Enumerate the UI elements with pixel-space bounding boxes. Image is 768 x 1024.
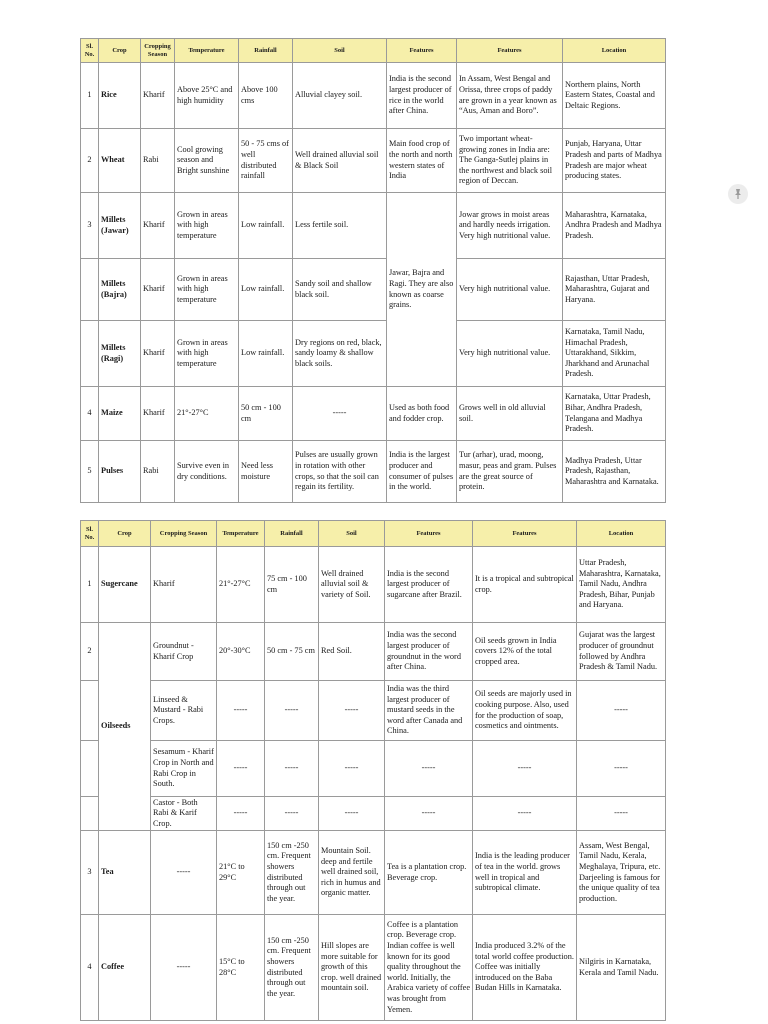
season-cell: Kharif: [141, 321, 175, 387]
crop-table-1: [80, 38, 665, 503]
features-cell: Jowar grows in moist areas and hardly needs irrigation. Very high nutritional value.: [457, 193, 563, 259]
season-cell: Linseed & Mustard - Rabi Crops.: [151, 681, 217, 741]
features-cell: India is the second largest producer of rice in the world after China.: [387, 63, 457, 129]
location-cell: Karnataka, Uttar Pradesh, Bihar, Andhra Pradesh, Telangana and Madhya Pradesh.: [563, 387, 666, 441]
features-cell: India produced 3.2% of the total world coffee production. Coffee was initially introduced on the Baba Budan Hills in Karnataka.: [473, 915, 577, 1021]
features-cell: Jawar, Bajra and Ragi. They are also known as coarse grains.: [387, 193, 457, 387]
soil-cell: -----: [319, 797, 385, 831]
features-cell: In Assam, West Bengal and Orissa, three crops of paddy are grown in a year known as “Aus, Aman and Boro”.: [457, 63, 563, 129]
season-cell: Castor - Both Rabi & Karif Crop.: [151, 797, 217, 831]
table-row: [81, 321, 666, 387]
table-row: [81, 915, 666, 1021]
season-cell: Rabi: [141, 129, 175, 193]
header-cell: Rainfall: [239, 39, 293, 63]
temperature-cell: Grown in areas with high temperature: [175, 259, 239, 321]
season-cell: Kharif: [141, 387, 175, 441]
header-cell: Crop: [99, 39, 141, 63]
temperature-cell: 20°-30°C: [217, 623, 265, 681]
crop-cell: Coffee: [99, 915, 151, 1021]
header-cell: Sl. No.: [81, 39, 99, 63]
location-cell: Uttar Pradesh, Maharashtra, Karnataka, Tamil Nadu, Andhra Pradesh, Bihar, Punjab and Haryana.: [577, 547, 666, 623]
temperature-cell: Survive even in dry conditions.: [175, 441, 239, 503]
soil-cell: Dry regions on red, black, sandy loamy & shallow black soils.: [293, 321, 387, 387]
table-row: [81, 63, 666, 129]
header-cell: Temperature: [175, 39, 239, 63]
rainfall-cell: Low rainfall.: [239, 259, 293, 321]
features-cell: Very high nutritional value.: [457, 321, 563, 387]
location-cell: -----: [577, 681, 666, 741]
rainfall-cell: Low rainfall.: [239, 321, 293, 387]
header-cell: Features: [473, 521, 577, 547]
features-cell: Tur (arhar), urad, moong, masur, peas and gram. Pulses are the great source of protein.: [457, 441, 563, 503]
rainfall-cell: -----: [265, 681, 319, 741]
location-cell: -----: [577, 797, 666, 831]
soil-cell: -----: [319, 681, 385, 741]
season-cell: Kharif: [141, 63, 175, 129]
table-row: [81, 797, 666, 831]
soil-cell: Mountain Soil. deep and fertile well drained soil, rich in humus and organic matter.: [319, 831, 385, 915]
temperature-cell: -----: [217, 681, 265, 741]
location-cell: Madhya Pradesh, Uttar Pradesh, Rajasthan, Maharashtra and Karnataka.: [563, 441, 666, 503]
features-cell: Grows well in old alluvial soil.: [457, 387, 563, 441]
season-cell: Rabi: [141, 441, 175, 503]
soil-cell: -----: [293, 387, 387, 441]
sl-cell: [81, 321, 99, 387]
features-cell: -----: [473, 741, 577, 797]
rainfall-cell: -----: [265, 741, 319, 797]
temperature-cell: Above 25°C and high humidity: [175, 63, 239, 129]
crop-cell: Rice: [99, 63, 141, 129]
table-row: [81, 193, 666, 259]
features-cell: -----: [473, 797, 577, 831]
rainfall-cell: Low rainfall.: [239, 193, 293, 259]
sl-cell: 1: [81, 547, 99, 623]
location-cell: -----: [577, 741, 666, 797]
header-cell: Crop: [99, 521, 151, 547]
crop-cell: Oilseeds: [99, 623, 151, 831]
pin-icon: [732, 188, 744, 200]
soil-cell: Alluvial clayey soil.: [293, 63, 387, 129]
features-cell: Two important wheat-growing zones in India are: The Ganga-Sutlej plains in the northwest and black soil region of Deccan.: [457, 129, 563, 193]
header-cell: Location: [577, 521, 666, 547]
features-cell: India is the leading producer of tea in the world. grows well in tropical and subtropical climate.: [473, 831, 577, 915]
season-cell: Kharif: [141, 193, 175, 259]
sl-cell: 5: [81, 441, 99, 503]
crop-cell: Maize: [99, 387, 141, 441]
rainfall-cell: 75 cm - 100 cm: [265, 547, 319, 623]
sl-cell: 3: [81, 193, 99, 259]
sl-cell: 3: [81, 831, 99, 915]
features-cell: Main food crop of the north and north western states of India: [387, 129, 457, 193]
crop-cell: Wheat: [99, 129, 141, 193]
temperature-cell: 21°-27°C: [217, 547, 265, 623]
table-row: [81, 387, 666, 441]
rainfall-cell: Need less moisture: [239, 441, 293, 503]
sl-cell: [81, 681, 99, 741]
crop-cell: Millets (Ragi): [99, 321, 141, 387]
season-cell: Kharif: [151, 547, 217, 623]
table-row: [81, 129, 666, 193]
season-cell: Sesamum - Kharif Crop in North and Rabi Crop in South.: [151, 741, 217, 797]
location-cell: Nilgiris in Karnataka, Kerala and Tamil Nadu.: [577, 915, 666, 1021]
crop-cell: Sugercane: [99, 547, 151, 623]
location-cell: Assam, West Bengal, Tamil Nadu, Kerala, Meghalaya, Tripura, etc. Darjeeling is famous for the unique quality of tea production.: [577, 831, 666, 915]
rainfall-cell: 50 cm - 75 cm: [265, 623, 319, 681]
floating-pin-button[interactable]: [728, 184, 748, 204]
features-cell: India is the second largest producer of sugarcane after Brazil.: [385, 547, 473, 623]
sl-cell: 4: [81, 387, 99, 441]
soil-cell: Pulses are usually grown in rotation with other crops, so that the soil can regain its fertility.: [293, 441, 387, 503]
rainfall-cell: 150 cm -250 cm. Frequent showers distributed through out the year.: [265, 831, 319, 915]
header-cell: Rainfall: [265, 521, 319, 547]
season-cell: Groundnut - Kharif Crop: [151, 623, 217, 681]
features-cell: Used as both food and fodder crop.: [387, 387, 457, 441]
header-cell: Temperature: [217, 521, 265, 547]
temperature-cell: 21°-27°C: [175, 387, 239, 441]
rainfall-cell: 50 - 75 cms of well distributed rainfall: [239, 129, 293, 193]
soil-cell: -----: [319, 741, 385, 797]
soil-cell: Well drained alluvial soil & Black Soil: [293, 129, 387, 193]
features-cell: Oil seeds grown in India covers 12% of the total cropped area.: [473, 623, 577, 681]
features-cell: It is a tropical and subtropical crop.: [473, 547, 577, 623]
features-cell: India was the second largest producer of groundnut in the word after China.: [385, 623, 473, 681]
season-cell: Kharif: [141, 259, 175, 321]
soil-cell: Hill slopes are more suitable for growth of this crop. well drained mountain soil.: [319, 915, 385, 1021]
header-cell: Soil: [293, 39, 387, 63]
table-row: [81, 547, 666, 623]
soil-cell: Well drained alluvial soil & variety of Soil.: [319, 547, 385, 623]
header-cell: Features: [387, 39, 457, 63]
features-cell: -----: [385, 797, 473, 831]
sl-cell: 2: [81, 129, 99, 193]
temperature-cell: 15°C to 28°C: [217, 915, 265, 1021]
table-row: [81, 741, 666, 797]
header-cell: Features: [385, 521, 473, 547]
temperature-cell: Grown in areas with high temperature: [175, 321, 239, 387]
rainfall-cell: 50 cm - 100 cm: [239, 387, 293, 441]
features-cell: India was the third largest producer of mustard seeds in the word after Canada and China.: [385, 681, 473, 741]
location-cell: Gujarat was the largest producer of groundnut followed by Andhra Pradesh & Tamil Nadu.: [577, 623, 666, 681]
sl-cell: [81, 741, 99, 797]
crop-cell: Tea: [99, 831, 151, 915]
table-row: [81, 623, 666, 681]
table-row: [81, 259, 666, 321]
location-cell: Northern plains, North Eastern States, Coastal and Deltaic Regions.: [563, 63, 666, 129]
sl-cell: [81, 259, 99, 321]
location-cell: Punjab, Haryana, Uttar Pradesh and parts of Madhya Pradesh are major wheat producing states.: [563, 129, 666, 193]
header-cell: Location: [563, 39, 666, 63]
sl-cell: [81, 797, 99, 831]
location-cell: Maharashtra, Karnataka, Andhra Pradesh and Madhya Pradesh.: [563, 193, 666, 259]
header-cell: Soil: [319, 521, 385, 547]
sl-cell: 2: [81, 623, 99, 681]
temperature-cell: Cool growing season and Bright sunshine: [175, 129, 239, 193]
crop-table-2: [80, 520, 665, 1021]
location-cell: Karnataka, Tamil Nadu, Himachal Pradesh, Uttarakhand, Sikkim, Jharkhand and Arunachal Pradesh.: [563, 321, 666, 387]
soil-cell: Red Soil.: [319, 623, 385, 681]
temperature-cell: 21°C to 29°C: [217, 831, 265, 915]
table-header-row: [81, 521, 666, 547]
table-row: [81, 441, 666, 503]
header-cell: Features: [457, 39, 563, 63]
temperature-cell: -----: [217, 797, 265, 831]
sl-cell: 4: [81, 915, 99, 1021]
features-cell: Coffee is a plantation crop. Beverage crop. Indian coffee is well known for its good quality throughout the world. Initially, the Arabica variety of coffee was brought from Yemen.: [385, 915, 473, 1021]
rainfall-cell: 150 cm -250 cm. Frequent showers distributed through out the year.: [265, 915, 319, 1021]
crop-cell: Pulses: [99, 441, 141, 503]
season-cell: -----: [151, 831, 217, 915]
table-row: [81, 831, 666, 915]
features-cell: -----: [385, 741, 473, 797]
sl-cell: 1: [81, 63, 99, 129]
features-cell: Very high nutritional value.: [457, 259, 563, 321]
soil-cell: Less fertile soil.: [293, 193, 387, 259]
features-cell: Oil seeds are majorly used in cooking purpose. Also, used for the production of soap, cosmetics and ointments.: [473, 681, 577, 741]
table-header-row: [81, 39, 666, 63]
rainfall-cell: -----: [265, 797, 319, 831]
header-cell: Cropping Season: [151, 521, 217, 547]
location-cell: Rajasthan, Uttar Pradesh, Maharashtra, Gujarat and Haryana.: [563, 259, 666, 321]
temperature-cell: Grown in areas with high temperature: [175, 193, 239, 259]
season-cell: -----: [151, 915, 217, 1021]
temperature-cell: -----: [217, 741, 265, 797]
rainfall-cell: Above 100 cms: [239, 63, 293, 129]
features-cell: India is the largest producer and consumer of pulses in the world.: [387, 441, 457, 503]
crop-cell: Millets (Bajra): [99, 259, 141, 321]
features-cell: Tea is a plantation crop. Beverage crop.: [385, 831, 473, 915]
table-row: [81, 681, 666, 741]
soil-cell: Sandy soil and shallow black soil.: [293, 259, 387, 321]
header-cell: Sl. No.: [81, 521, 99, 547]
header-cell: Cropping Season: [141, 39, 175, 63]
crop-cell: Millets (Jawar): [99, 193, 141, 259]
